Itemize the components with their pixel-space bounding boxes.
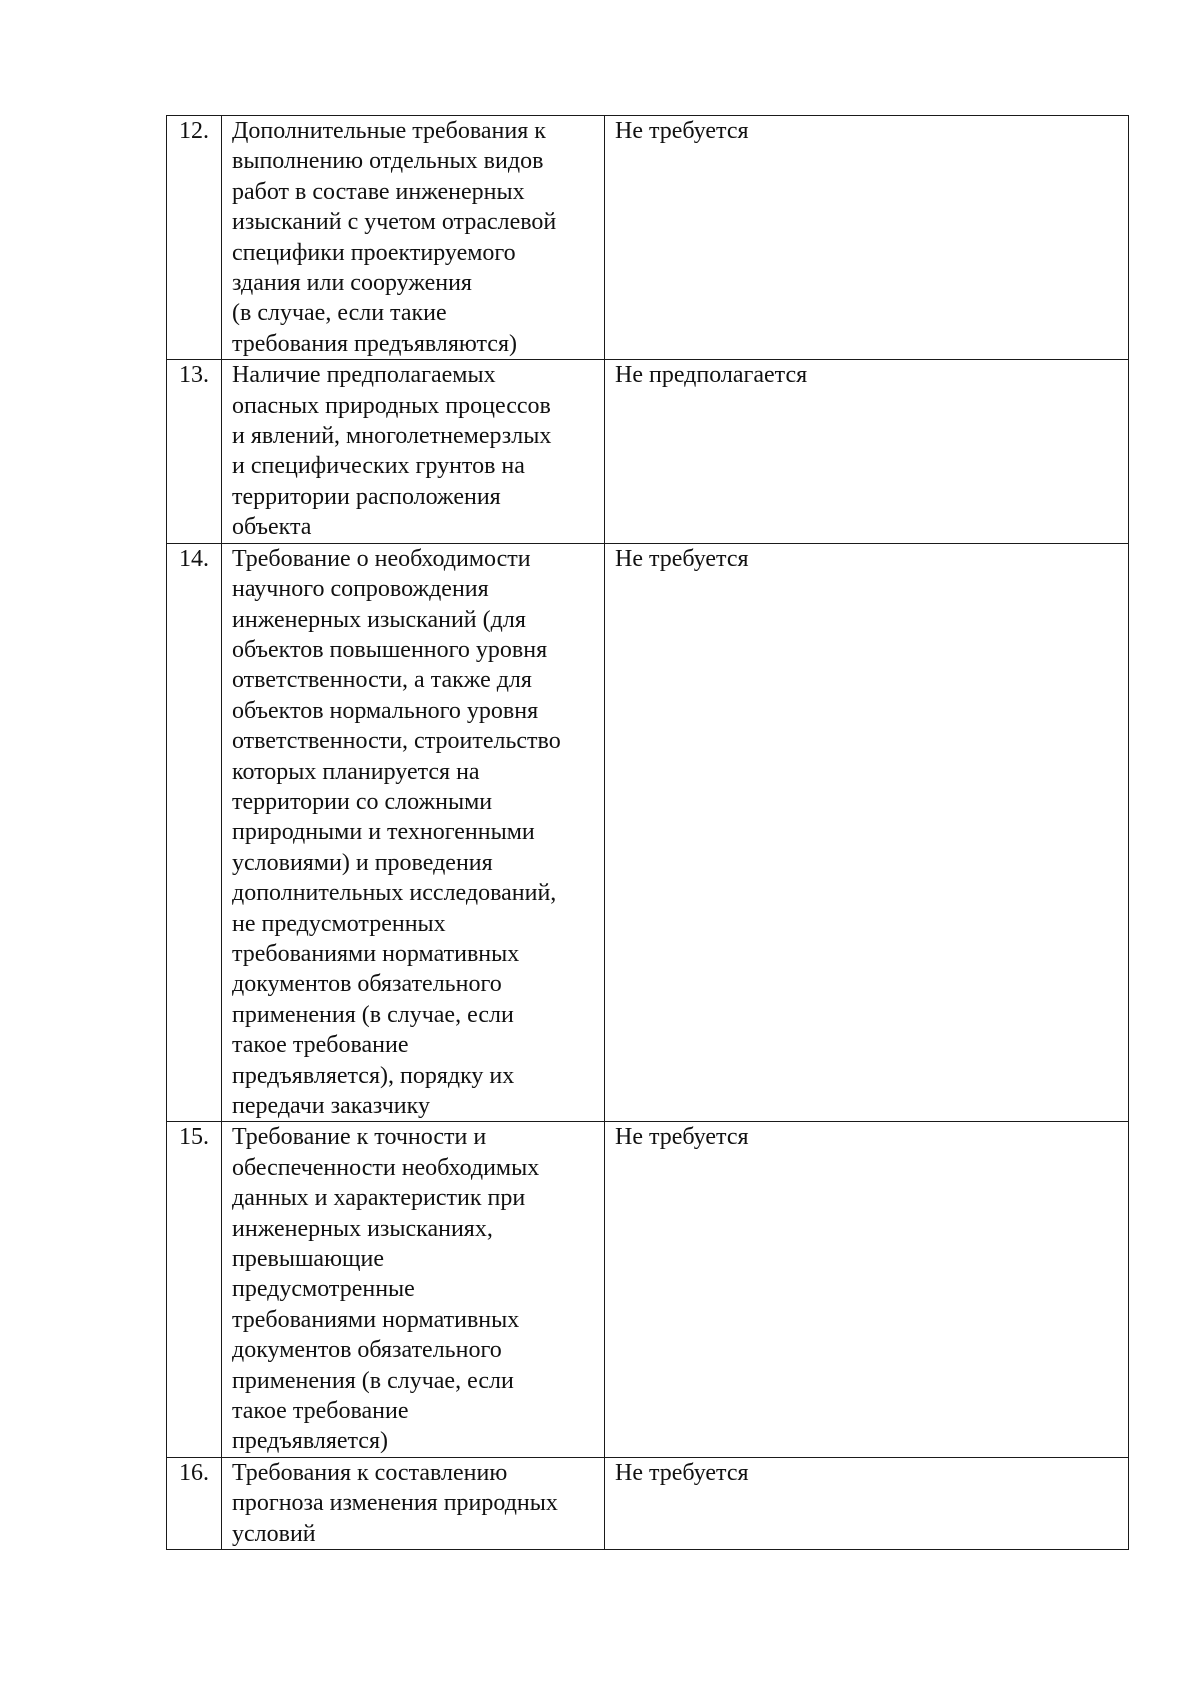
row-number: 16. xyxy=(167,1457,222,1549)
row-number: 13. xyxy=(167,360,222,543)
requirement-text: Дополнительные требования к выполнению отдельных видов работ в составе инженерных изысканий с учетом отраслевой специфики проектируемого здания или сооружения (в случае, если такие требования предъявляются) xyxy=(222,116,605,360)
table-row xyxy=(167,1122,1129,1457)
table-row xyxy=(167,543,1129,1122)
requirements-table xyxy=(166,115,1129,1550)
row-number: 12. xyxy=(167,116,222,360)
requirement-value: Не требуется xyxy=(605,543,1129,1122)
requirement-value: Не требуется xyxy=(605,1122,1129,1457)
requirement-value: Не требуется xyxy=(605,116,1129,360)
requirement-value: Не требуется xyxy=(605,1457,1129,1549)
row-number: 14. xyxy=(167,543,222,1122)
requirement-text: Наличие предполагаемых опасных природных процессов и явлений, многолетнемерзлых и специфических грунтов на территории расположения объекта xyxy=(222,360,605,543)
requirement-text: Требование о необходимости научного сопровождения инженерных изысканий (для объектов повышенного уровня ответственности, а также для объектов нормального уровня ответственности, строительство которых планируется на территории со сложными природными и техногенными условиями) и проведения дополнительных исследований, не предусмотренных требованиями нормативных документов обязательного применения (в случае, если такое требование предъявляется), порядку их передачи заказчику xyxy=(222,543,605,1122)
requirement-text: Требование к точности и обеспеченности необходимых данных и характеристик при инженерных изысканиях, превышающие предусмотренные требованиями нормативных документов обязательного применения (в случае, если такое требование предъявляется) xyxy=(222,1122,605,1457)
requirement-text: Требования к составлению прогноза изменения природных условий xyxy=(222,1457,605,1549)
table-row xyxy=(167,1457,1129,1549)
requirement-value: Не предполагается xyxy=(605,360,1129,543)
table-row xyxy=(167,116,1129,360)
row-number: 15. xyxy=(167,1122,222,1457)
table-row xyxy=(167,360,1129,543)
